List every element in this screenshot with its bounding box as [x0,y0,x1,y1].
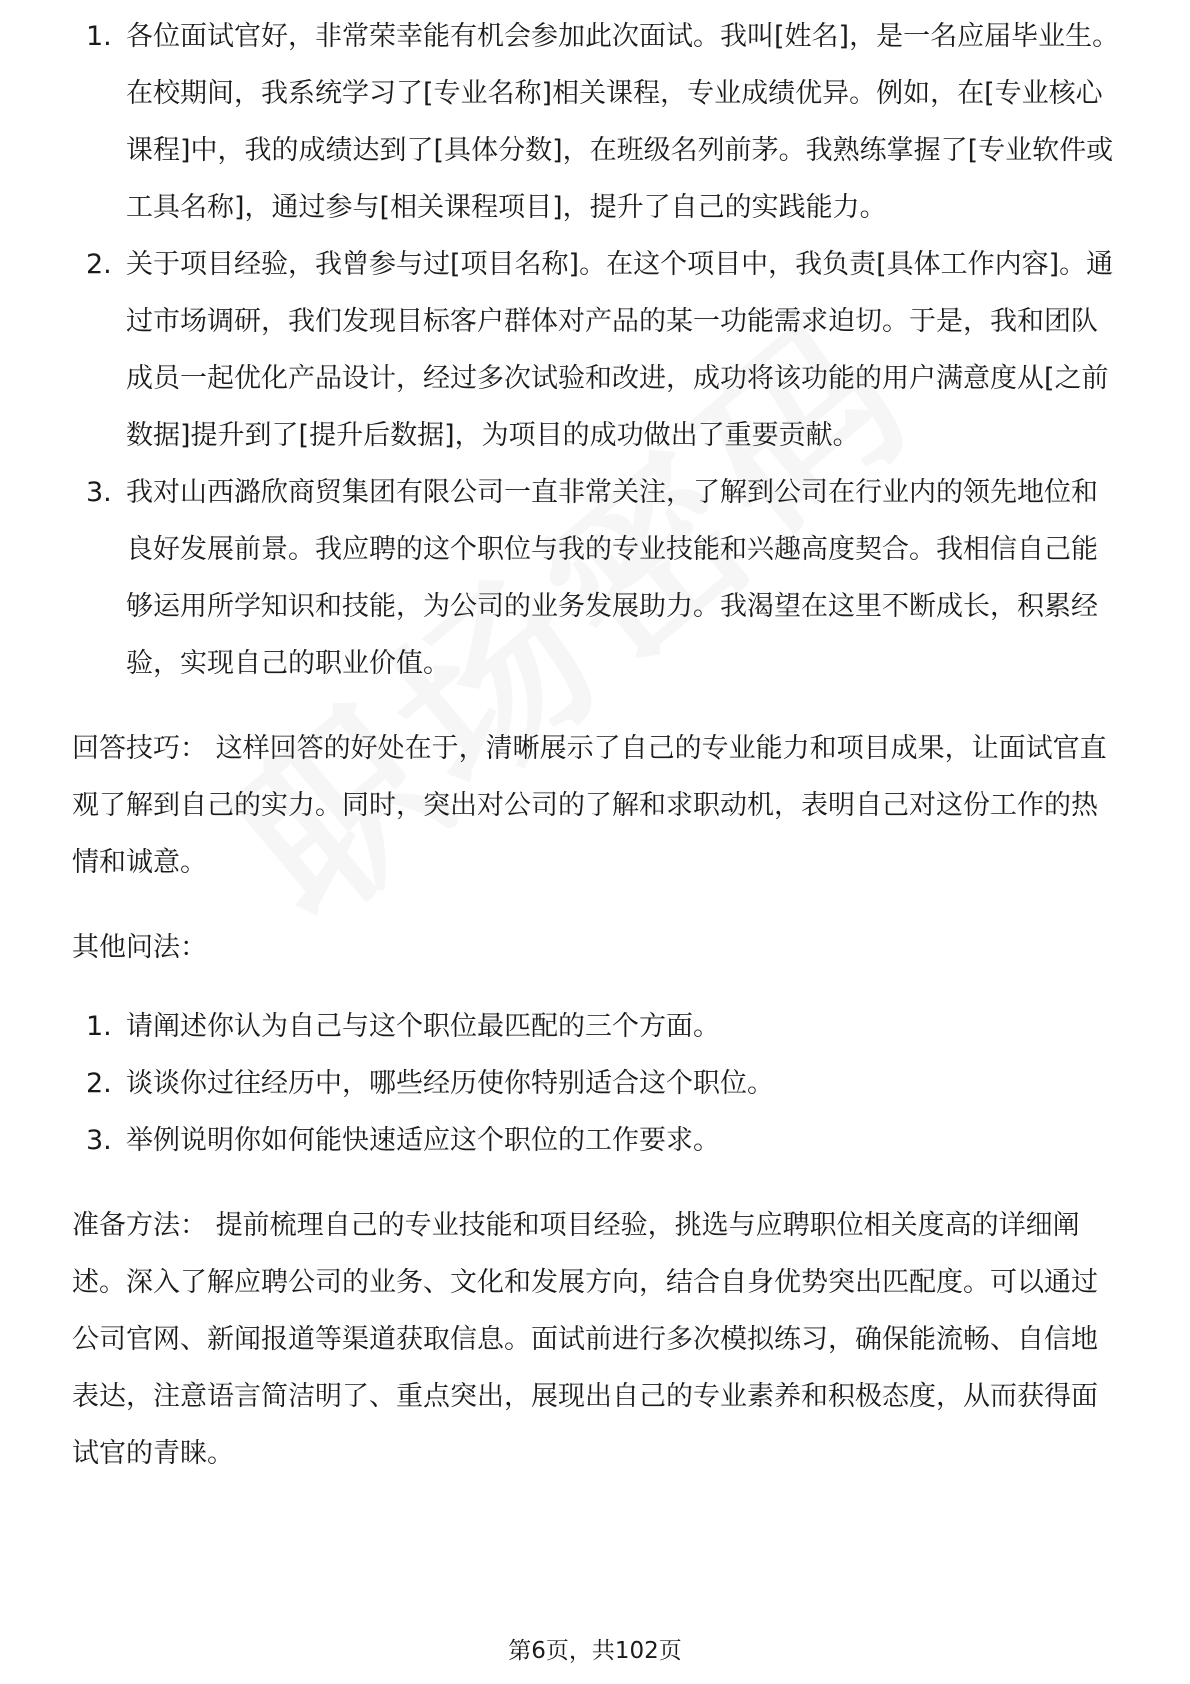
list-number: 1. [86,21,112,52]
list-number: 1. [86,1011,112,1042]
list-text: 举例说明你如何能快速适应这个职位的工作要求。 [126,1125,720,1156]
list-item [72,1055,1122,1112]
list-text: 关于项目经验，我曾参与过[项目名称]。在这个项目中，我负责[具体工作内容]。通过市场调研，我们发现目标客户群体对产品的某一功能需求迫切。于是，我和团队成员一起优化产品设计，经过多次试验和改进，成功将该功能的用户满意度从[之前数据]提升到了[提升后数据]，为项目的成功做出了重要贡献。 [126,249,1114,451]
list-text: 我对山西潞欣商贸集团有限公司一直非常关注，了解到公司在行业内的领先地位和良好发展前景。我应聘的这个职位与我的专业技能和兴趣高度契合。我相信自己能够运用所学知识和技能，为公司的业务发展助力。我渴望在这里不断成长，积累经验，实现自己的职业价值。 [126,477,1098,679]
list-number: 2. [86,1068,112,1099]
list-item [72,1112,1122,1169]
other-questions-heading: 其他问法： [72,932,207,963]
list-number: 3. [86,477,112,508]
list-text: 谈谈你过往经历中，哪些经历使你特别适合这个职位。 [126,1068,774,1099]
list-item [72,8,1122,236]
document-content [72,22,1122,1482]
page-footer: 第6页，共102页 [508,1638,682,1664]
answer-tips-paragraph: 回答技巧： 这样回答的好处在于，清晰展示了自己的专业能力和项目成果，让面试官直观了解到自己的实力。同时，突出对公司的了解和求职动机，表明自己对这份工作的热情和诚意。 [72,733,1107,878]
list-number: 3. [86,1125,112,1156]
list-item [72,464,1122,692]
other-questions-list [72,998,1122,1169]
list-item [72,998,1122,1055]
answer-list [72,8,1122,692]
list-text: 请阐述你认为自己与这个职位最匹配的三个方面。 [126,1011,720,1042]
preparation-paragraph: 准备方法： 提前梳理自己的专业技能和项目经验，挑选与应聘职位相关度高的详细阐述。深入了解应聘公司的业务、文化和发展方向，结合自身优势突出匹配度。可以通过公司官网、新闻报道等渠道获取信息。面试前进行多次模拟练习，确保能流畅、自信地表达，注意语言简洁明了、重点突出，展现出自己的专业素养和积极态度，从而获得面试官的青睐。 [72,1210,1098,1469]
list-number: 2. [86,249,112,280]
list-item [72,236,1122,464]
list-text: 各位面试官好，非常荣幸能有机会参加此次面试。我叫[姓名]，是一名应届毕业生。在校期间，我系统学习了[专业名称]相关课程，专业成绩优异。例如，在[专业核心课程]中，我的成绩达到了[具体分数]，在班级名列前茅。我熟练掌握了[专业软件或工具名称]，通过参与[相关课程项目]，提升了自己的实践能力。 [126,21,1120,223]
